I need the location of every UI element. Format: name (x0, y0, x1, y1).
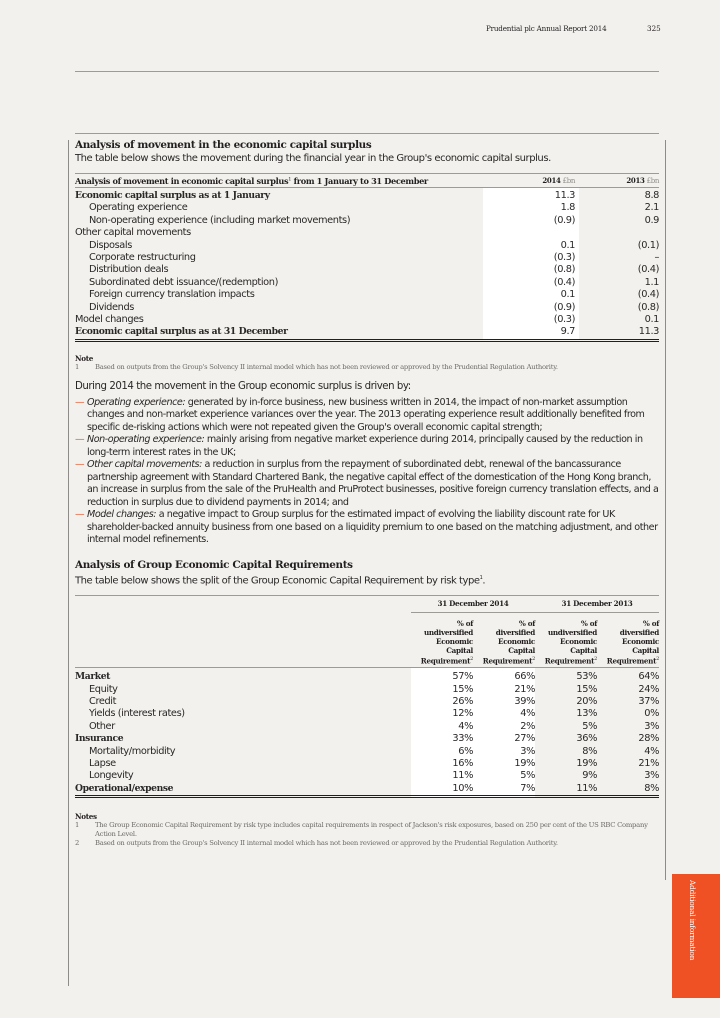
table-row: Longevity 11% 5% 9% 3% (89, 770, 659, 782)
dash-bullet-icon: — (75, 396, 85, 408)
notes-heading: Notes (75, 812, 97, 822)
table-row: Operating experience 1.8 2.1 (89, 202, 659, 214)
side-tab-label: Additional information (688, 880, 697, 961)
table-row: Insurance 33% 27% 36% 28% (75, 733, 659, 745)
report-title: Prudential plc Annual Report 2014 (486, 24, 607, 33)
header-divider (75, 71, 659, 72)
footnote: 1 The Group Economic Capital Requirement by risk type includes capital requirements in respect of Jackson's risk exposures, based on 250 per cent of the US RBC Company Action Level. (75, 821, 648, 839)
section-title-capital-requirements: Analysis of Group Economic Capital Requirements (75, 558, 353, 571)
table-row: Dividends (0.9) (0.8) (89, 301, 659, 313)
dash-bullet-icon: — (75, 434, 85, 446)
dash-bullet-icon: — (75, 459, 85, 471)
footnote: 2 Based on outputs from the Group's Solvency II internal model which has not been reviewed or approved by the Prudential Regulation Authority. (75, 839, 558, 848)
table-row: Corporate restructuring (0.3) – (89, 252, 659, 264)
table-row: Operational/expense 10% 7% 11% 8% (75, 783, 659, 797)
capital-requirements-table (75, 596, 659, 798)
column-header: % of undiversified Economic Capital Requirement$^2$ (411, 612, 473, 667)
column-group-2014: 31 December 2014 (411, 596, 535, 612)
table-row: Economic capital surplus as at 1 January 11.3 8.8 (75, 188, 659, 203)
table-row: Model changes (0.3) 0.1 (75, 314, 659, 326)
table-row: Disposals 0.1 (0.1) (89, 239, 659, 251)
table-row: Non-operating experience (including market movements) (0.9) 0.9 (89, 214, 659, 226)
table-row: Other 4% 2% 5% 3% (89, 720, 659, 732)
page-header (0, 24, 720, 38)
table-row: Credit 26% 39% 20% 37% (89, 695, 659, 707)
page-content (75, 133, 659, 848)
table-row: Other capital movements (75, 227, 659, 239)
column-header: % of diversified Economic Capital Requirement$^2$ (597, 612, 659, 667)
capital-surplus-table (75, 173, 659, 342)
column-group-2013: 31 December 2013 (535, 596, 659, 612)
list-item: — Other capital movements: a reduction in surplus from the repayment of subordinated debt, renewal of the bancassurance partnership agreement with Standard Chartered Bank, the negative capital effect of the domestication of the Hong Kong branch, an increase in surplus from the sale of the PruHealth and PruProtect businesses, positive foreign currency translation effects, and a reduction in surplus due to dividend payments in 2014; and (75, 459, 659, 508)
list-item: — Non-operating experience: mainly arising from negative market experience during 2014, principally caused by the reduction in long-term interest rates in the UK; (75, 434, 643, 458)
table-row: Lapse 16% 19% 19% 21% (89, 757, 659, 769)
section-lead-capital-requirements: The table below shows the split of the Group Economic Capital Requirement by risk type$^1$. (75, 574, 486, 587)
column-header-2013: 2013 £bn (579, 174, 659, 188)
section-divider (75, 133, 659, 134)
table-row: Subordinated debt issuance/(redemption) (0.4) 1.1 (89, 276, 659, 288)
table-header-row (75, 174, 659, 188)
column-header-2014: 2014 £bn (483, 174, 579, 188)
section-title-capital-surplus: Analysis of movement in the economic capital surplus (75, 139, 372, 151)
table-row-total: Economic capital surplus as at 31 December 9.7 11.3 (75, 326, 659, 340)
column-header: % of diversified Economic Capital Requirement$^2$ (473, 612, 535, 667)
table-header-label: Analysis of movement in economic capital surplus$^1$ from 1 January to 31 December (75, 174, 483, 188)
note-heading: Note (75, 353, 94, 363)
column-header-row (75, 612, 659, 667)
section-lead-capital-surplus: The table below shows the movement during the financial year in the Group's economic capital surplus. (75, 153, 551, 164)
table-row: Market 57% 66% 53% 64% (75, 668, 659, 684)
column-header: % of undiversified Economic Capital Requirement$^2$ (535, 612, 597, 667)
list-item: — Model changes: a negative impact to Group surplus for the estimated impact of evolving the liability discount rate for UK shareholder-backed annuity business from one based on a liquidity premium to one based on the matching adjustment, and other internal model refinements. (75, 509, 658, 546)
table-row: Distribution deals (0.8) (0.4) (89, 264, 659, 276)
table-row: Yields (interest rates) 12% 4% 13% 0% (89, 708, 659, 720)
table-row: Mortality/morbidity 6% 3% 8% 4% (89, 745, 659, 757)
table-row: Equity 15% 21% 15% 24% (89, 683, 659, 695)
footnote: 1 Based on outputs from the Group's Solvency II internal model which has not been reviewed or approved by the Prudential Regulation Authority. (75, 362, 558, 371)
column-group-row (75, 596, 659, 612)
page-number: 325 (647, 24, 661, 33)
list-item: — Operating experience: generated by in-force business, new business written in 2014, the impact of non-market assumption changes and non-market experience variances over the year. The 2013 operating experience result additionally benefited from specific de-risking actions which were not repeated given the Group's overall economic capital strength; (75, 396, 645, 433)
drivers-list (75, 397, 659, 547)
table-row: Foreign currency translation impacts 0.1 (0.4) (89, 289, 659, 301)
dash-bullet-icon: — (75, 509, 85, 521)
left-margin-rule (68, 140, 69, 986)
drivers-intro: During 2014 the movement in the Group economic surplus is driven by: (75, 380, 411, 392)
right-margin-rule (665, 140, 666, 880)
section-side-tab[interactable] (672, 874, 720, 998)
